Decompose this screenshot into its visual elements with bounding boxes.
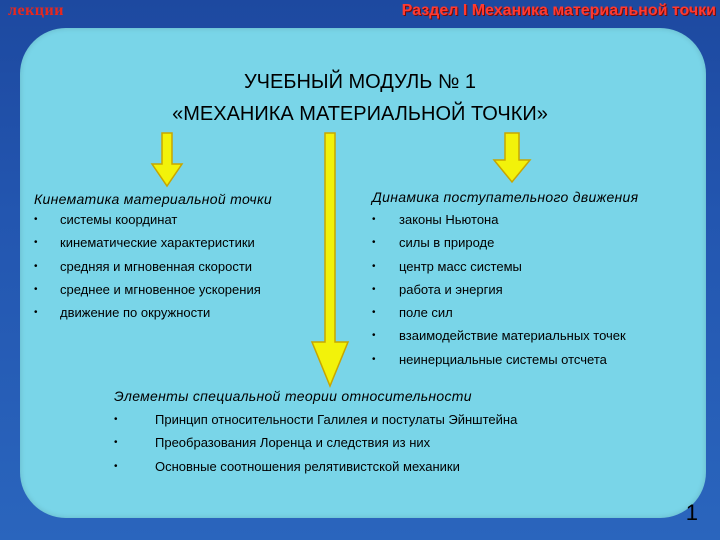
right-arrow-icon — [492, 132, 532, 184]
module-title — [0, 66, 720, 130]
module-title-line2: «МЕХАНИКА МАТЕРИАЛЬНОЙ ТОЧКИ» — [172, 103, 548, 125]
list-item — [372, 324, 626, 347]
list-item-text: центр масс системы — [399, 258, 522, 274]
list-item — [34, 208, 261, 231]
kinematics-list — [34, 208, 261, 324]
left-arrow-icon — [150, 132, 184, 188]
list-item — [372, 278, 626, 301]
bullet: • — [34, 260, 38, 272]
list-item-text: средняя и мгновенная скорости — [60, 258, 253, 274]
list-item — [114, 455, 517, 478]
bullet: • — [114, 414, 118, 425]
list-item — [372, 255, 626, 278]
list-item-text: системы координат — [60, 212, 178, 227]
list-item-text: законы Ньютона — [399, 212, 499, 227]
bullet: • — [372, 283, 376, 295]
list-item-text: Преобразования Лоренца и следствия из них — [155, 435, 431, 451]
list-item — [34, 301, 261, 324]
list-item-text: поле сил — [399, 305, 453, 321]
bullet: • — [34, 283, 38, 295]
center-arrow-icon — [310, 132, 350, 388]
list-item-text: взаимодействие материальных точек — [399, 328, 626, 344]
list-item — [372, 301, 626, 324]
bullet: • — [372, 237, 376, 249]
dynamics-list — [372, 208, 626, 371]
list-item — [372, 231, 626, 254]
relativity-heading: Элементы специальной теории относительности — [114, 388, 472, 404]
list-item-text: среднее и мгновенное ускорения — [60, 281, 261, 297]
dynamics-heading: Динамика поступательного движения — [372, 189, 639, 205]
list-item — [372, 348, 626, 371]
bullet: • — [34, 307, 38, 319]
list-item-text: Принцип относительности Галилея и постулаты Эйнштейна — [155, 412, 518, 427]
section-title: Раздел I Механика материальной точки — [401, 2, 716, 19]
list-item — [34, 278, 261, 301]
bullet: • — [372, 353, 376, 365]
list-item-text: движение по окружности — [60, 305, 211, 321]
module-title-line1: УЧЕБНЫЙ МОДУЛЬ № 1 — [243, 71, 477, 93]
bullet: • — [372, 214, 376, 225]
list-item — [34, 231, 261, 254]
bullet: • — [34, 237, 38, 249]
bullet: • — [372, 260, 376, 272]
bullet: • — [34, 214, 38, 225]
list-item-text: работа и энергия — [399, 281, 503, 297]
lecture-label: лекции — [8, 2, 64, 19]
list-item — [114, 431, 517, 454]
list-item — [372, 208, 626, 231]
bullet: • — [372, 307, 376, 319]
kinematics-heading: Кинематика материальной точки — [34, 191, 272, 207]
page-number: 1 — [685, 500, 698, 525]
list-item-text: силы в природе — [399, 235, 495, 251]
bullet: • — [114, 460, 118, 472]
list-item-text: Основные соотношения релятивистской механики — [155, 458, 460, 474]
relativity-list — [114, 408, 517, 478]
bullet: • — [114, 437, 118, 449]
bullet: • — [372, 330, 376, 342]
list-item-text: неинерциальные системы отсчета — [399, 351, 607, 367]
list-item-text: кинематические характеристики — [60, 235, 255, 251]
list-item — [34, 255, 261, 278]
list-item — [114, 408, 517, 431]
